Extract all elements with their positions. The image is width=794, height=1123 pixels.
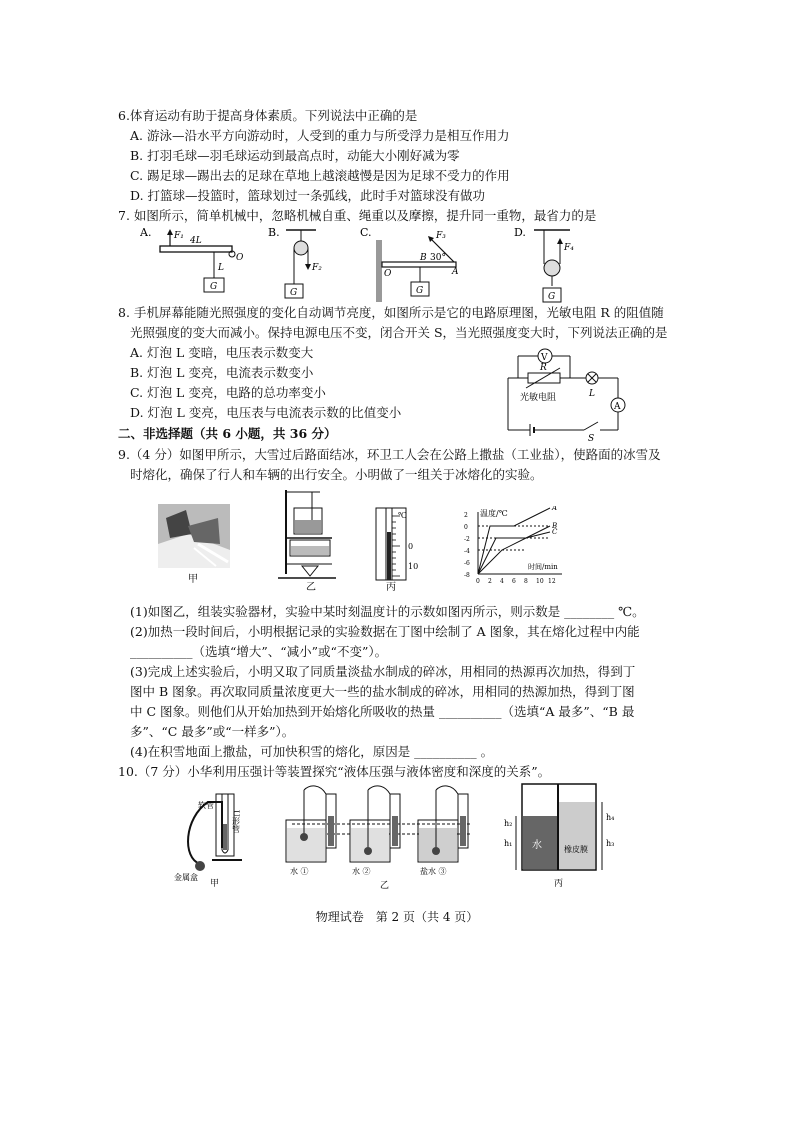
q8-stem-1: 8. 手机屏幕能随光照强度的变化自动调节亮度，如图所示是它的电路原理图，光敏电阻 R 的阻值随	[118, 305, 664, 320]
q10-label-bing: 丙	[554, 879, 564, 889]
svg-text:水: 水	[532, 840, 542, 851]
graph-y-label: 温度/℃	[480, 509, 508, 518]
q6-option-a: A. 游泳—沿水平方向游动时，人受到的重力与所受浮力是相互作用力	[130, 128, 510, 143]
beaker-part	[351, 828, 389, 861]
q9-part-3b: 图中 B 图象。再次取同质量浓度更大一些的盐水制成的碎冰，用相同的热源加热，得到丁图	[130, 684, 635, 699]
graph-y-tick: 0	[464, 524, 468, 531]
q9-figure-jia	[158, 504, 230, 586]
beaker-part	[436, 786, 458, 794]
svg-text:盐水 ③: 盐水 ③	[420, 867, 447, 876]
q7-figure-a	[140, 224, 245, 296]
q8-stem-2: 光照强度的变大而减小。保持电源电压不变，闭合开关 S，当光照强度变大时，下列说法正确的是	[130, 325, 668, 340]
q6-option-c: C. 踢足球—踢出去的足球在草地上越滚越慢是因为足球不受力的作用	[130, 168, 510, 183]
graph-x-tick: 12	[548, 578, 556, 585]
svg-text:水 ①: 水 ①	[290, 867, 309, 876]
beaker-part	[328, 816, 334, 846]
q10-figure-yi	[272, 780, 482, 890]
beaker-part	[304, 786, 326, 794]
q9-part-2a: (2)加热一段时间后，小明根据记录的实验数据在丁图中绘制了 A 图象，其在熔化过程中内能	[130, 624, 640, 639]
q9-line-2: 时熔化，确保了行人和车辆的出行安全。小明做了一组关于冰熔化的实验。	[130, 467, 543, 482]
q9-part-3c: 中 C 图象。则他们从开始加热到开始熔化所吸收的热量 __________（选填“A 最多”、“B 最	[130, 704, 635, 719]
section-2-heading: 二、非选择题（共 6 小题，共 36 分）	[118, 426, 337, 441]
q10-label-jia: 甲	[210, 879, 220, 888]
graph-y-tick: -6	[464, 560, 470, 567]
svg-text:h₂: h₂	[504, 819, 513, 828]
q6-option-b: B. 打羽毛球—羽毛球运动到最高点时，动能大小刚好减为零	[130, 148, 460, 163]
svg-text:G: G	[548, 292, 556, 302]
q9-part-3d: 多”、“C 最多”或“一样多”）。	[130, 724, 295, 739]
svg-text:橡皮膜: 橡皮膜	[564, 845, 588, 854]
svg-text:O: O	[384, 269, 392, 279]
beaker-part	[392, 816, 398, 846]
svg-text:L: L	[589, 389, 595, 399]
svg-text:0: 0	[408, 542, 414, 551]
q8-option-c: C. 灯泡 L 变亮，电路的总功率变小	[130, 385, 326, 400]
svg-text:℃: ℃	[398, 511, 407, 520]
q6-option-d: D. 打篮球—投篮时，篮球划过一条弧线，此时手对篮球没有做功	[130, 188, 486, 203]
svg-text:A: A	[452, 267, 459, 277]
graph-y-tick: -4	[464, 548, 470, 555]
svg-text:金属盒: 金属盒	[174, 873, 198, 882]
graph-x-tick: 4	[500, 578, 504, 585]
q9-part-4: (4)在积雪地面上撒盐，可加快积雪的熔化，原因是 __________ 。	[130, 744, 494, 759]
q9-label-bing: 丙	[386, 582, 396, 592]
svg-text:F₂: F₂	[312, 263, 322, 273]
svg-text:G: G	[210, 282, 218, 292]
svg-text:D.: D.	[514, 226, 526, 239]
graph-y-tick: -8	[464, 572, 470, 579]
graph-y-tick: -2	[464, 536, 470, 543]
beaker-part	[300, 833, 308, 841]
q10-stem: 10.（7 分）小华利用压强计等装置探究“液体压强与液体密度和深度的关系”。	[118, 764, 551, 779]
svg-text:U形管: U形管	[231, 810, 241, 833]
svg-text:h₄: h₄	[606, 813, 615, 822]
beaker-part	[364, 847, 372, 855]
svg-text:G: G	[290, 288, 298, 298]
beaker-part	[287, 828, 325, 861]
q9-figure-yi	[276, 486, 346, 592]
svg-text:B.: B.	[268, 226, 280, 239]
q9-figure-bing	[372, 506, 432, 592]
q7-figure-c	[360, 224, 470, 304]
graph-x-tick: 2	[488, 578, 492, 585]
svg-text:G: G	[416, 286, 424, 296]
svg-text:软管: 软管	[198, 801, 214, 810]
svg-text:光敏电阻: 光敏电阻	[520, 393, 557, 403]
graph-curve-label: C	[552, 528, 558, 536]
svg-text:V: V	[541, 353, 548, 363]
svg-text:S: S	[588, 434, 595, 442]
graph-x-tick: 6	[512, 578, 516, 585]
q8-option-d: D. 灯泡 L 变亮，电压表与电流表示数的比值变小	[130, 405, 402, 420]
q10-figure-bing	[502, 782, 622, 890]
q9-line-1: 9.（4 分）如图甲所示，大雪过后路面结冰，环卫工人会在公路上撒盐（工业盐），使路面的冰雪及	[118, 447, 661, 462]
beaker-part	[460, 816, 466, 846]
svg-text:h₃: h₃	[606, 839, 615, 848]
svg-text:4L: 4L	[190, 236, 202, 246]
q7-stem: 7. 如图所示，简单机械中，忽略机械自重、绳重以及摩擦，提升同一重物，最省力的是	[118, 208, 597, 223]
svg-text:A: A	[614, 402, 621, 412]
q8-option-a: A. 灯泡 L 变暗，电压表示数变大	[130, 345, 314, 360]
beaker-part	[419, 828, 457, 861]
q7-figure-d	[514, 224, 589, 308]
q7a-force: F₁	[174, 231, 184, 241]
q9-label-yi: 乙	[306, 582, 316, 592]
q7a-label: A.	[140, 226, 152, 239]
graph-curve-label: A	[552, 506, 558, 512]
q9-part-3a: (3)完成上述实验后，小明又取了同质量淡盐水制成的碎冰，用相同的热源再次加热，得到丁	[130, 664, 636, 679]
svg-text:h₁: h₁	[504, 839, 513, 848]
beaker-part	[432, 847, 440, 855]
svg-text:B: B	[420, 253, 427, 263]
graph-curve-label: B	[552, 522, 558, 530]
graph-y-tick: 2	[464, 512, 468, 519]
q10-figure-jia	[172, 788, 258, 888]
svg-text:水 ②: 水 ②	[352, 867, 371, 876]
svg-text:O: O	[236, 253, 244, 263]
page-footer: 物理试卷 第 2 页（共 4 页）	[315, 910, 479, 924]
q9-part-1: (1)如图乙，组装实验器材，实验中某时刻温度计的示数如图丙所示，则示数是 ________ ℃。	[130, 604, 645, 619]
svg-text:C.: C.	[360, 226, 372, 239]
graph-x-label: 时间/min	[528, 563, 558, 571]
svg-text:F₃: F₃	[436, 231, 446, 241]
svg-text:10: 10	[408, 562, 419, 571]
q6-stem: 6.体育运动有助于提高身体素质。下列说法中正确的是	[118, 108, 418, 123]
beaker-part	[368, 786, 390, 794]
svg-text:R: R	[540, 363, 547, 373]
graph-x-tick: 10	[536, 578, 544, 585]
q9-part-2b: __________（选填“增大”、“减小”或“不变”）。	[130, 644, 388, 659]
svg-text:30°: 30°	[430, 253, 446, 263]
q9-label-jia: 甲	[188, 574, 198, 585]
graph-x-tick: 0	[476, 578, 480, 585]
q8-option-b: B. 灯泡 L 变亮，电流表示数变小	[130, 365, 314, 380]
graph-x-tick: 8	[524, 578, 528, 585]
q8-circuit-diagram	[500, 342, 640, 442]
svg-text:F₄: F₄	[564, 243, 574, 253]
q7-figure-b	[268, 224, 338, 304]
q9-figure-ding-graph	[462, 506, 572, 590]
svg-text:L: L	[218, 263, 224, 273]
q10-label-yi: 乙	[380, 881, 390, 890]
